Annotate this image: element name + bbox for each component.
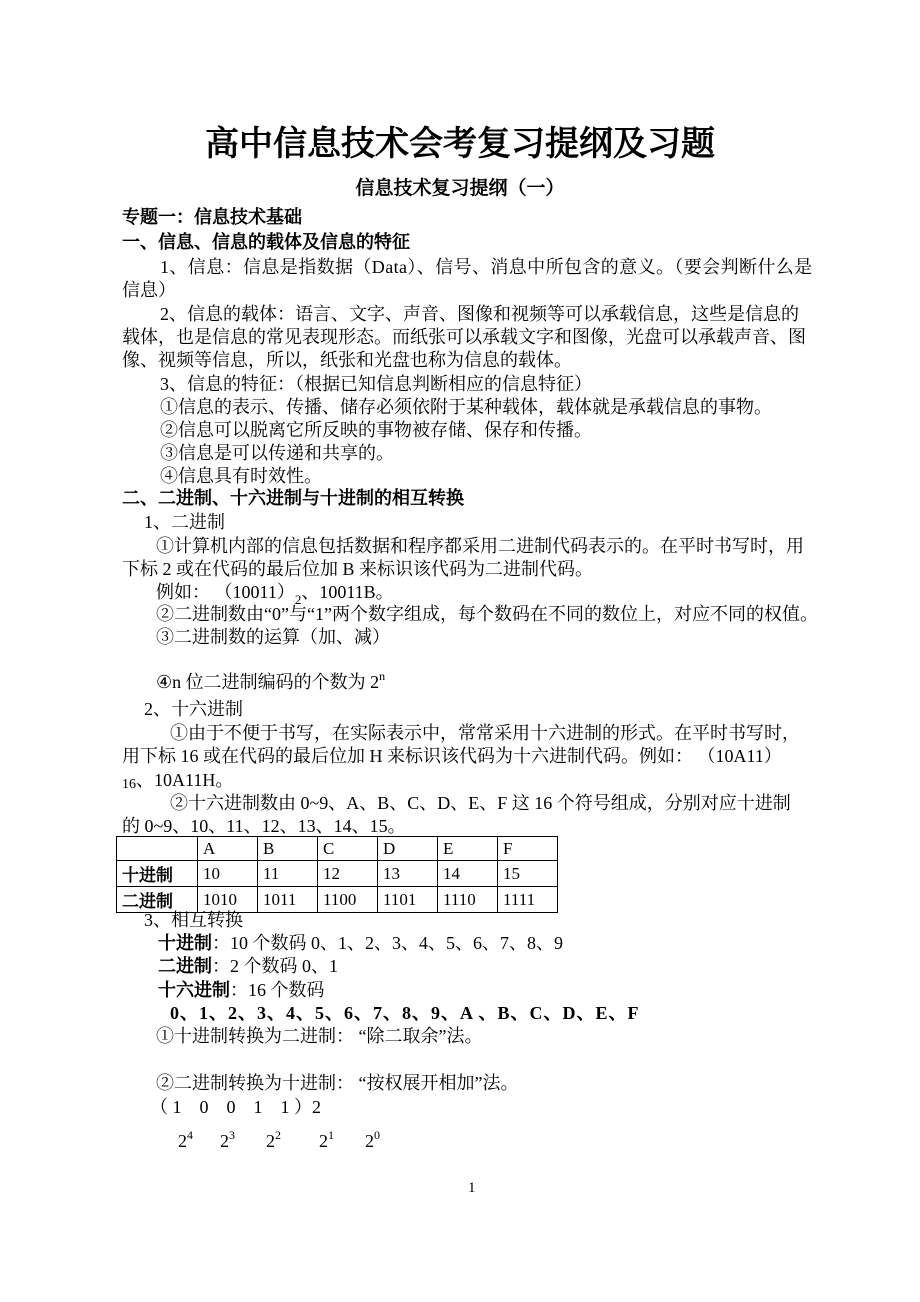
- subsection-heading: 2、十六进制: [144, 699, 243, 719]
- paragraph-line: 载体，也是信息的常见表现形态。而纸张可以承载文字和图像，光盘可以承载声音、图: [122, 327, 806, 347]
- table-cell: A: [198, 837, 258, 861]
- base: 2: [178, 1131, 187, 1151]
- hex-conversion-table: [116, 836, 558, 913]
- table-cell: B: [258, 837, 318, 861]
- list-item-text: ④n 位二进制编码的个数为 2: [156, 672, 380, 692]
- table-header-row: [117, 837, 558, 861]
- text: ：2 个数码 0、1: [212, 956, 338, 976]
- subscript: 16: [122, 777, 136, 792]
- method-line: ②二进制转换为十进制： “按权展开相加”法。: [156, 1073, 519, 1093]
- power: [319, 1124, 334, 1152]
- list-item: ①信息的表示、传播、储存必须依附于某种载体，载体就是承载信息的事物。: [160, 397, 772, 417]
- list-item: ②二进制数由“0”与“1”两个数字组成，每个数码在不同的数位上，对应不同的权值。: [156, 604, 818, 624]
- list-item: [156, 665, 385, 693]
- hex-digits: 0、1、2、3、4、5、6、7、8、9、A 、B、C、D、E、F: [170, 1003, 640, 1023]
- table-cell: 1011: [258, 887, 318, 913]
- table-cell: E: [438, 837, 498, 861]
- exponent: 2: [275, 1128, 281, 1142]
- label: 二进制: [158, 956, 212, 977]
- table-row: [117, 861, 558, 887]
- table-cell: 1110: [438, 887, 498, 913]
- power: [178, 1124, 193, 1152]
- paragraph-line: 信息）: [122, 280, 176, 300]
- table-cell: 1101: [378, 887, 438, 913]
- paragraph-line: 下标 2 或在代码的最后位加 B 来标识该代码为二进制代码。: [122, 559, 594, 579]
- text: ：16 个数码: [230, 980, 325, 1000]
- paragraph-line: 2、信息的载体：语言、文字、声音、图像和视频等可以承载信息，这些是信息的: [160, 304, 799, 324]
- section2-heading: 二、二进制、十六进制与十进制的相互转换: [122, 488, 464, 509]
- table-cell: 13: [378, 861, 438, 887]
- table-cell: 1100: [318, 887, 378, 913]
- table-cell: 15: [498, 861, 558, 887]
- method-line: ①十进制转换为二进制： “除二取余”法。: [156, 1026, 483, 1046]
- table-cell: 1111: [498, 887, 558, 913]
- subsection-heading: 1、二进制: [144, 512, 225, 532]
- base: 2: [266, 1131, 275, 1151]
- table-cell: D: [378, 837, 438, 861]
- paragraph-line: 像、视频等信息，所以，纸张和光盘也称为信息的载体。: [122, 350, 572, 370]
- example-suffix: 、10011B。: [301, 582, 394, 602]
- table-cell: C: [318, 837, 378, 861]
- exponent: n: [379, 669, 386, 683]
- section1-heading: 一、信息、信息的载体及信息的特征: [122, 232, 410, 253]
- exponent: 1: [328, 1128, 334, 1142]
- exponent: 4: [187, 1128, 193, 1142]
- base: 2: [365, 1131, 374, 1151]
- table-cell: 10: [198, 861, 258, 887]
- table-cell: 14: [438, 861, 498, 887]
- paragraph-line: ②十六进制数由 0~9、A、B、C、D、E、F 这 16 个符号组成，分别对应十进制: [170, 793, 791, 813]
- paragraph-text: 、10A11H。: [136, 770, 234, 790]
- example-prefix: 例如： （10011）: [156, 582, 295, 602]
- list-item: ④信息具有时效性。: [160, 466, 322, 486]
- binary-example: （ 1 0 0 1 1 ）2: [150, 1097, 321, 1117]
- power: [266, 1124, 281, 1152]
- row-label: 十进制: [117, 861, 198, 887]
- list-item: ③二进制数的运算（加、减）: [156, 627, 390, 647]
- power: [220, 1124, 235, 1152]
- label: 十六进制: [158, 980, 230, 1001]
- number-system-line: [158, 932, 563, 955]
- base: 2: [220, 1131, 229, 1151]
- number-system-line: [158, 955, 338, 978]
- topic-heading: 专题一：信息技术基础: [122, 207, 302, 228]
- power: [365, 1124, 380, 1152]
- table-cell: F: [498, 837, 558, 861]
- page-title: 高中信息技术会考复习提纲及习题: [205, 124, 715, 164]
- list-item: ②信息可以脱离它所反映的事物被存储、保存和传播。: [160, 420, 592, 440]
- row-label: 二进制: [117, 887, 198, 913]
- paragraph-line: ①由于不便于书写，在实际表示中，常常采用十六进制的形式。在平时书写时，: [170, 723, 800, 743]
- label: 十进制: [158, 933, 212, 954]
- paragraph-line: 1、信息：信息是指数据（Data）、信号、消息中所包含的意义。（要会判断什么是: [160, 257, 813, 277]
- exponent: 0: [374, 1128, 380, 1142]
- table-cell: [117, 837, 198, 861]
- example-subscript: 2: [294, 592, 302, 607]
- paragraph-line: 用下标 16 或在代码的最后位加 H 来标识该代码为十六进制代码。例如： （10A11）: [122, 746, 782, 766]
- table-cell: 11: [258, 861, 318, 887]
- subsection-heading: 3、相互转换: [144, 910, 243, 930]
- paragraph-line: 的 0~9、10、11、12、13、14、15。: [122, 816, 406, 836]
- page-number: 1: [468, 1180, 476, 1196]
- exponent: 3: [229, 1128, 235, 1142]
- table-cell: 1010: [198, 887, 258, 913]
- table-cell: 12: [318, 861, 378, 887]
- list-item: ③信息是可以传递和共享的。: [160, 443, 394, 463]
- base: 2: [319, 1131, 328, 1151]
- paragraph-line: ①计算机内部的信息包括数据和程序都采用二进制代码表示的。在平时书写时，用: [156, 536, 804, 556]
- number-system-line: [158, 979, 325, 1002]
- page-subtitle: 信息技术复习提纲（一）: [355, 177, 565, 199]
- text: ：10 个数码 0、1、2、3、4、5、6、7、8、9: [212, 933, 563, 953]
- paragraph-line: 3、信息的特征：（根据已知信息判断相应的信息特征）: [160, 374, 592, 394]
